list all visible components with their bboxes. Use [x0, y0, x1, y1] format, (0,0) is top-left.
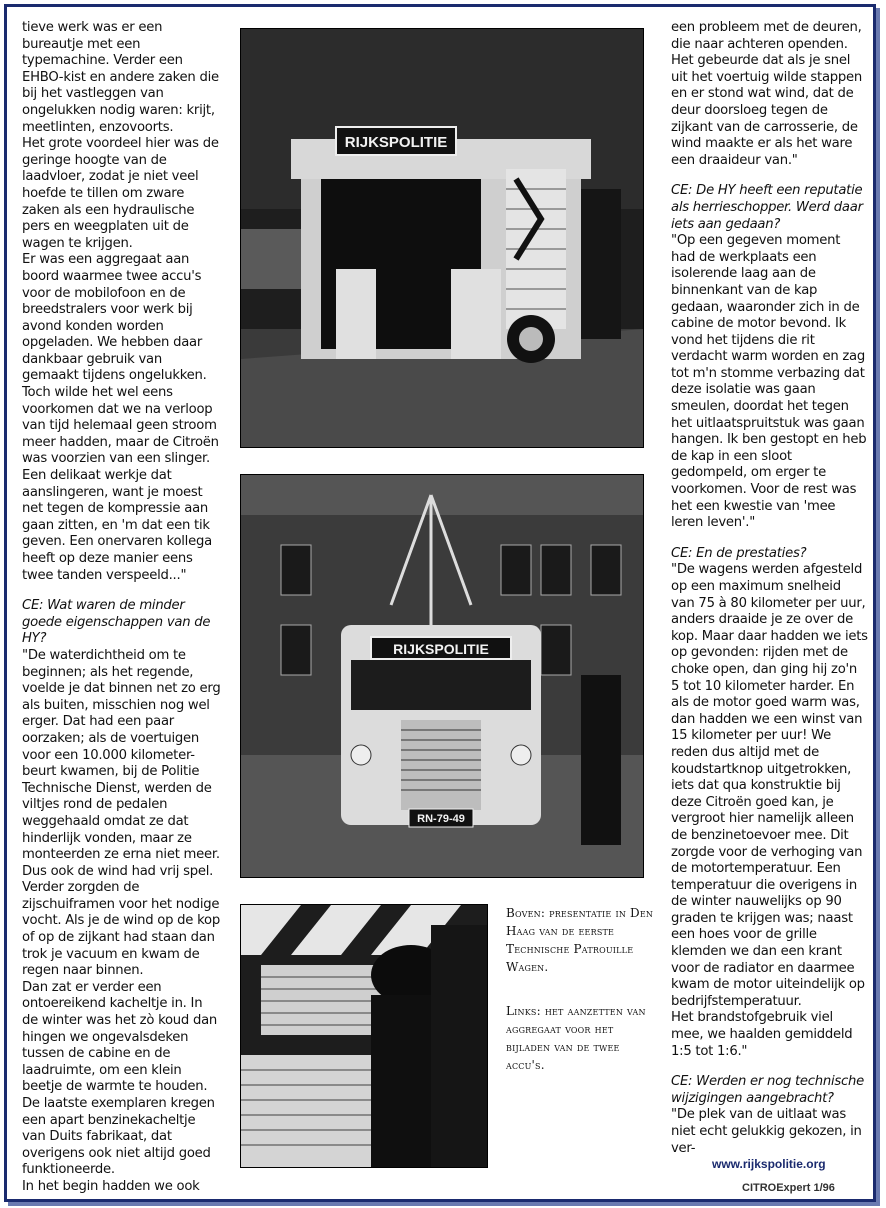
photo-front-view-van: [240, 474, 644, 878]
paragraph: tieve werk was er een bureautje met een typemachine. Verder een EHBO-kist en andere zaken die bij het vastleggen van ongelukken nodig waren: krijt, meetlinten, enzovoorts.: [22, 20, 219, 135]
photo-rear-view-van: [240, 28, 644, 448]
photo-top-sign-text: RIJKSPOLITIE: [344, 134, 448, 151]
paragraph: "De plek van de uitlaat was niet echt gelukkig gekozen, in ver-: [671, 1107, 862, 1156]
interview-question: CE: Werden er nog technische wijzigingen aangebracht?: [671, 1074, 865, 1106]
paragraph: "De wagens werden afgesteld op een maximum snelheid van 75 à 80 kilometer per uur, anders draaide je ze over de kop. Maar daar hadden we iets op gevonden: rijden met de choke open, dan ging hij zo'n 5 tot 10 kilometer harder. En als de motor goed warm was, dan hadden we een winst van 15 kilometer per uur! We reden dus altijd met de koudstartknop uitgetrokken, iets dat qua konstruktie bij deze Citroën goed kan, je vergroot hier namelijk alleen de benzinetoevoer mee. Dit zorgde voor de verhoging van de motortemperatuur. Een temperatuur die overigens in de winter nauwelijks op 90 graden te krijgen was; naast een hoes voor de grille klemden we dan een krant voor de radiator en daarmee kwam de motor uiteindelijk op bedrijfstemperatuur.: [671, 562, 868, 1009]
photo-front-view-van-image: [241, 475, 644, 878]
interview-question: CE: Wat waren de minder goede eigenschappen van de HY?: [22, 598, 211, 647]
paragraph: een probleem met de deuren, die naar achteren openden. Het gebeurde dat als je snel uit het voertuig wilde stappen en er stond wat wind, dat de deur doorsloeg tegen de zijkant van de carrosserie, de wind maakte er als het ware een draaideur van.": [671, 20, 863, 168]
paragraph: Er was een aggregaat aan boord waarmee twee accu's voor de mobilofoon en de breedstralers voor werk bij avond konden worden opgeladen. We hebben daar dankbaar gebruik van gemaakt tijdens ongelukken. Toch wilde het wel eens voorkomen dat we na verloop van tijd helemaal geen stroom meer hadden, maar de Citroën was voorzien van een slinger. Een delikaat werkje dat aanslingeren, want je moest net tegen de kompressie aan gaan zitten, en 'm dat een tik geven. Een onervaren kollega heeft op deze manier eens twee tanden verspeeld...": [22, 252, 219, 583]
paragraph: In het begin hadden we ook: [22, 1178, 200, 1194]
interview-question: CE: De HY heeft een reputatie als herrieschopper. Werd daar iets aan gedaan?: [671, 183, 863, 232]
photo-mid-plate-text: RN-79-49: [417, 813, 465, 825]
interview-question: CE: En de prestaties?: [671, 545, 807, 561]
paragraph: "Op een gegeven moment had de werkplaats een isolerende laag aan de binnenkant van de kap gedaan, waaronder zich in de cabine de motor bevond. Ik vond het tijdens die rit verdacht warm worden en zag tot m'n stomme verbazing dat deze isolatie was gaan smeulen, doordat het tegen het uitlaatspruitstuk was gaan hangen. Ik ben gestopt en heb de kap in een sloot gedompeld, om erger te voorkomen. Voor de rest was het een kwestie van 'mee leren leven'.": [671, 233, 867, 531]
photo-rear-view-van-image: [241, 29, 644, 448]
right-text-column: [671, 20, 868, 1157]
photo-mid-sign-text: RIJKSPOLITIE: [393, 641, 489, 657]
left-text-column: [22, 20, 222, 1196]
photo-aggregate-image: [241, 905, 488, 1168]
paragraph: Het grote voordeel hier was de geringe hoogte van de laadvloer, zodat je niet veel hoefde te tillen om zware zaken als een hydraulische pers en weegplaten uit de wagen te krijgen.: [22, 136, 219, 251]
paragraph: "De waterdichtheid om te beginnen; als het regende, voelde je dat binnen net zo erg als buiten, misschien nog wel erger. Dat had een paar oorzaken; als de voertuigen voor een 10.000 kilometer-beurt kwamen, bij de Politie Technische Dienst, werden de viltjes rond de pedalen weggehaald omdat ze dat hinderlijk vonden, maar ze monteerden ze erna niet meer. Dus ook de wind had vrij spel. Verder zorgden de zijschuiframen voor het nodige vocht. Als je de wind op de kop of op de zijkant had staan dan trok je vacuum en kwam de regen naar binnen.: [22, 647, 221, 979]
photo-aggregate: [240, 904, 488, 1168]
footer-magazine-page: CITROExpert 1/96: [742, 1182, 835, 1194]
paragraph: Het brandstofgebruik viel mee, we haalden gemiddeld 1:5 tot 1:6.": [671, 1010, 853, 1059]
paragraph: Dan zat er verder een ontoereikend kacheltje in. In de winter was het zò koud dan hingen we ongevalsdeken tussen de cabine en de laadruimte, om een klein beetje de warmte te houden. De laatste exemplaren kregen een apart benzinekacheltje van Duits fabrikaat, dat overigens ook niet altijd goed funktioneerde.: [22, 979, 218, 1178]
caption-bottom-photo: Links: het aanzetten van aggregaat voor het bijladen van de twee accu's.: [506, 1004, 646, 1072]
footer-url: www.rijkspolitie.org: [712, 1157, 826, 1171]
caption-top-photo: Boven: presentatie in Den Haag van de eerste Technische Patrouille Wagen.: [506, 906, 654, 974]
